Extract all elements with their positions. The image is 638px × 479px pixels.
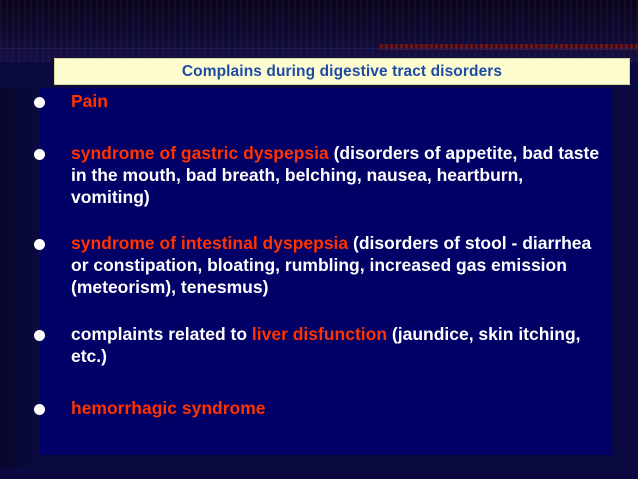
bullet-dot-icon bbox=[34, 239, 45, 250]
plain-text: (jaundice, skin itching, etc.) bbox=[71, 324, 581, 366]
bullet-dot-icon bbox=[34, 97, 45, 108]
highlight-text: syndrome of gastric dyspepsia bbox=[71, 143, 329, 163]
highlight-text: syndrome of intestinal dyspepsia bbox=[71, 233, 349, 253]
highlight-text: liver disfunction bbox=[251, 324, 388, 344]
bullet-text bbox=[71, 232, 606, 298]
highlight-text: hemorrhagic syndrome bbox=[71, 398, 266, 418]
title-bar bbox=[54, 58, 630, 85]
plain-text: (disorders of stool - diarrhea or constipation, bloating, rumbling, increased gas emission (meteorism), tenesmus) bbox=[71, 233, 592, 297]
bullet-text bbox=[71, 323, 606, 367]
bullet-dot-icon bbox=[34, 404, 45, 415]
plain-text: (disorders of appetite, bad taste in the mouth, bad breath, belching, nausea, heartburn, vomiting) bbox=[71, 143, 600, 207]
top-decorative-stripe bbox=[380, 44, 638, 50]
bullet-dot-icon bbox=[34, 330, 45, 341]
plain-text: complaints related to bbox=[71, 324, 252, 344]
bullet-text bbox=[71, 397, 606, 419]
bullet-dot-icon bbox=[34, 149, 45, 160]
bullet-text bbox=[71, 142, 606, 208]
bullet-text bbox=[71, 90, 606, 112]
slide-title: Complains during digestive tract disorders bbox=[181, 62, 503, 80]
top-decorative-band bbox=[0, 0, 638, 62]
highlight-text: Pain bbox=[71, 91, 108, 111]
top-divider-line bbox=[0, 48, 638, 49]
